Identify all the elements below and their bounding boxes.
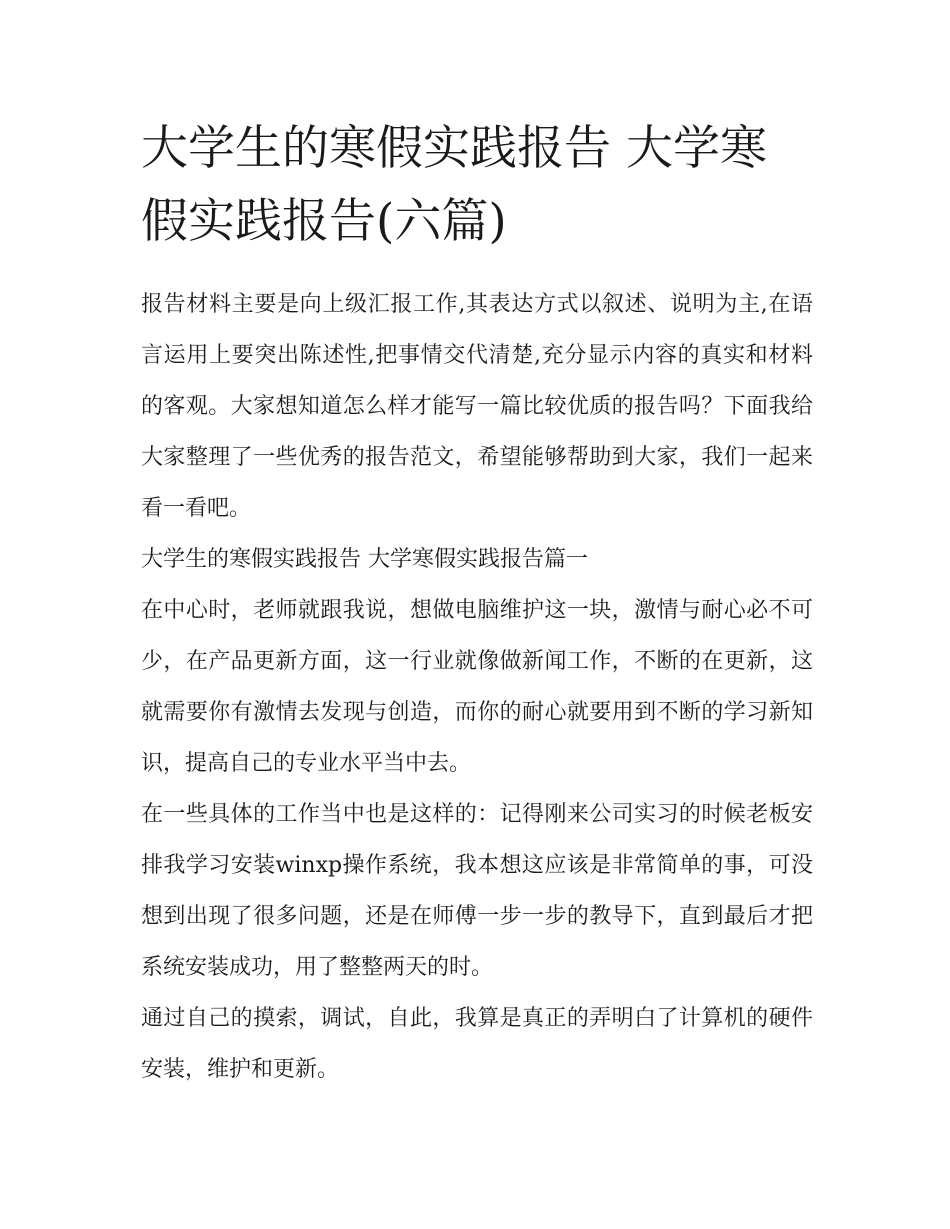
section-heading: 大学生的寒假实践报告 大学寒假实践报告篇一 [141,547,588,572]
intro-paragraph: 报告材料主要是向上级汇报工作,其表达方式以叙述、说明为主,在语言运用上要突出陈述性,把事情交代清楚,充分显示内容的真实和材料的客观。大家想知道怎么样才能写一篇比较优质的报告吗？下面我给大家整理了一些优秀的报告范文，希望能够帮助到大家，我们一起来看一看吧。 [141,292,813,521]
document-page [141,112,813,1095]
document-title: 大学生的寒假实践报告 大学寒假实践报告(六篇) [141,121,767,249]
body-paragraph-2: 在一些具体的工作当中也是这样的：记得刚来公司实习的时候老板安排我学习安装winxp操作系统，我本想这应该是非常简单的事，可没想到出现了很多问题，还是在师傅一步一步的教导下，直到最后才把系统安装成功，用了整整两天的时。 [141,802,813,980]
body-paragraph-3: 通过自己的摸索，调试，自此，我算是真正的弄明白了计算机的硬件安装，维护和更新。 [141,1006,813,1082]
body-paragraph-1: 在中心时，老师就跟我说，想做电脑维护这一块，激情与耐心必不可少，在产品更新方面，这一行业就像做新闻工作，不断的在更新，这就需要你有激情去发现与创造，而你的耐心就要用到不断的学习新知识，提高自己的专业水平当中去。 [141,598,813,776]
